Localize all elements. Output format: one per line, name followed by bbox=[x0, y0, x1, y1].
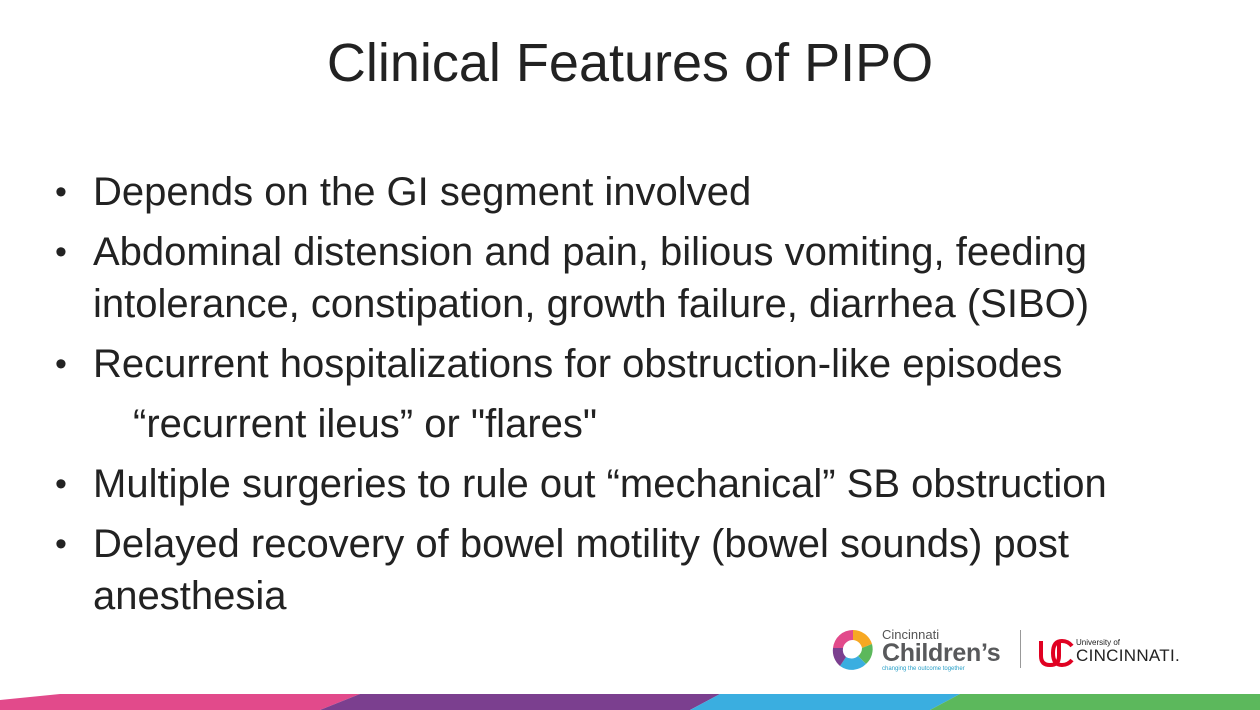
sub-bullet-item: “recurrent ileus” or "flares" bbox=[133, 402, 598, 446]
bullet-item: • Recurrent hospitalizations for obstruction-like episodes bbox=[55, 338, 1215, 390]
bullet-item: • Multiple surgeries to rule out “mechanical” SB obstruction bbox=[55, 458, 1215, 510]
cc-line1: Cincinnati bbox=[882, 627, 940, 642]
bullet-item: • Delayed recovery of bowel motility (bowel sounds) post anesthesia bbox=[55, 518, 1215, 622]
logo-divider bbox=[1020, 630, 1021, 668]
cincinnati-childrens-wordmark bbox=[882, 628, 1000, 673]
uc-line1: University of bbox=[1076, 638, 1121, 647]
cc-tagline: changing the outcome together bbox=[882, 666, 965, 672]
uc-logo-icon bbox=[1038, 638, 1074, 668]
cc-line2: Children’s bbox=[882, 639, 1001, 667]
uc-line2: CINCINNATI. bbox=[1076, 646, 1181, 665]
footer-logos bbox=[828, 624, 1218, 678]
uc-wordmark bbox=[1076, 638, 1180, 665]
bullet-list bbox=[55, 166, 1215, 622]
slide-title: Clinical Features of PIPO bbox=[326, 33, 934, 93]
bullet-item: • Abdominal distension and pain, bilious vomiting, feeding intolerance, constipation, growth failure, diarrhea (SIBO) bbox=[55, 226, 1215, 330]
decorative-color-band bbox=[0, 694, 1260, 710]
cincinnati-childrens-logo-icon bbox=[828, 626, 878, 672]
bullet-item: • Depends on the GI segment involved bbox=[55, 166, 1215, 218]
